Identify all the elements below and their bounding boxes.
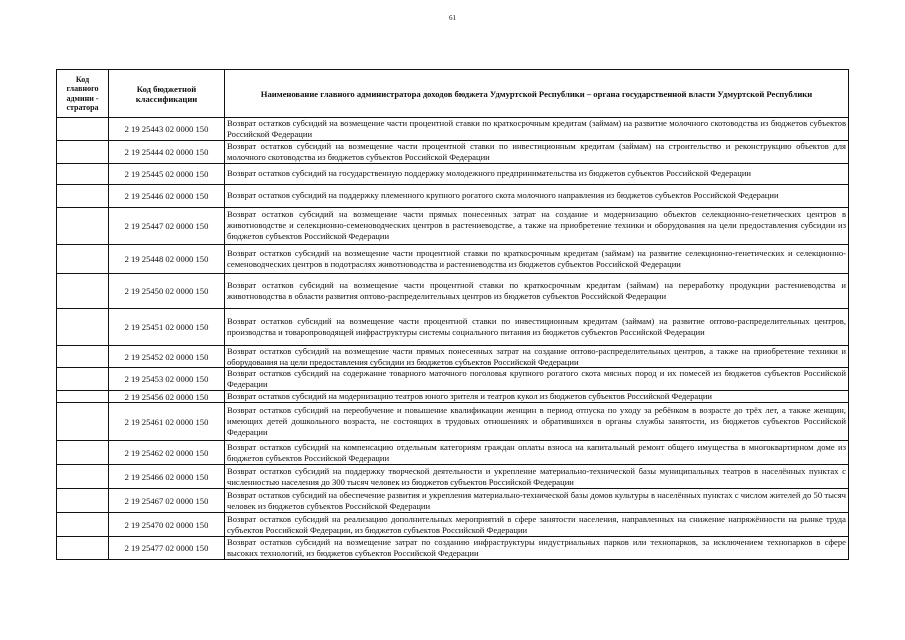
budget-code-cell: 2 19 25466 02 0000 150 <box>109 465 225 489</box>
budget-code-cell: 2 19 25447 02 0000 150 <box>109 207 225 244</box>
revenue-name-cell: Возврат остатков субсидий на обеспечение развития и укрепления материально-технической базы домов культуры в населённых пунктах с числом жителей до 50 тысяч человек из бюджетов субъектов Российской Федерации <box>225 489 849 513</box>
budget-code-cell: 2 19 25451 02 0000 150 <box>109 308 225 345</box>
revenue-name-cell: Возврат остатков субсидий на компенсацию отдельным категориям граждан оплаты взноса на капитальный ремонт общего имущества в многоквартирном доме из бюджетов субъектов Российской Федерации <box>225 441 849 465</box>
header-budget-code: Код бюджетной классификации <box>109 70 225 118</box>
table-row <box>57 345 849 368</box>
budget-code-cell: 2 19 25445 02 0000 150 <box>109 163 225 184</box>
revenue-name-cell: Возврат остатков субсидий на возмещение части процентной ставки по краткосрочным кредитам (займам) на развитие селекционно-генетических и селекционно-семеноводческих центров в подотраслях животноводства и растениеводства из бюджетов субъектов Российской Федерации <box>225 244 849 273</box>
table-row <box>57 441 849 465</box>
budget-code-cell: 2 19 25456 02 0000 150 <box>109 391 225 403</box>
admin-code-cell <box>57 537 109 560</box>
header-admin-name: Наименование главного администратора доходов бюджета Удмуртской Республики – органа государственной власти Удмуртской Республики <box>225 70 849 118</box>
revenue-name-cell: Возврат остатков субсидий на возмещение части процентной ставки по краткосрочным кредитам (займам) на переработку продукции растениеводства и животноводства в области развития оптово-распределительных центров из бюджетов субъектов Российской Федерации <box>225 273 849 308</box>
admin-code-cell <box>57 273 109 308</box>
table-row <box>57 273 849 308</box>
table-row <box>57 465 849 489</box>
admin-code-cell <box>57 513 109 537</box>
revenue-name-cell: Возврат остатков субсидий на содержание товарного маточного поголовья крупного рогатого скота мясных пород и их помесей из бюджетов субъектов Российской Федерации <box>225 368 849 391</box>
budget-code-cell: 2 19 25446 02 0000 150 <box>109 184 225 207</box>
revenue-classification-table <box>56 69 849 560</box>
admin-code-cell <box>57 207 109 244</box>
budget-code-cell: 2 19 25443 02 0000 150 <box>109 118 225 141</box>
table-row <box>57 513 849 537</box>
table-row <box>57 140 849 163</box>
budget-code-cell: 2 19 25467 02 0000 150 <box>109 489 225 513</box>
budget-code-cell: 2 19 25453 02 0000 150 <box>109 368 225 391</box>
revenue-name-cell: Возврат остатков субсидий на модернизацию театров юного зрителя и театров кукол из бюджетов субъектов Российской Федерации <box>225 391 849 403</box>
revenue-name-cell: Возврат остатков субсидий на государственную поддержку молодежного предпринимательства из бюджетов субъектов Российской Федерации <box>225 163 849 184</box>
page-number: 61 <box>449 14 456 22</box>
budget-code-cell: 2 19 25462 02 0000 150 <box>109 441 225 465</box>
revenue-name-cell: Возврат остатков субсидий на поддержку творческой деятельности и укрепление материально-технической базы муниципальных театров в населённых пунктах с численностью населения до 300 тысяч человек из бюджетов субъектов Российской Федерации <box>225 465 849 489</box>
admin-code-cell <box>57 140 109 163</box>
table-row <box>57 244 849 273</box>
budget-code-cell: 2 19 25448 02 0000 150 <box>109 244 225 273</box>
admin-code-cell <box>57 391 109 403</box>
admin-code-cell <box>57 489 109 513</box>
admin-code-cell <box>57 368 109 391</box>
admin-code-cell <box>57 308 109 345</box>
table-body <box>57 118 849 560</box>
budget-code-cell: 2 19 25470 02 0000 150 <box>109 513 225 537</box>
revenue-name-cell: Возврат остатков субсидий на возмещение затрат по созданию инфраструктуры индустриальных парков или технопарков, за исключением технопарков в сфере высоких технологий, из бюджетов субъектов Российской Федерации <box>225 537 849 560</box>
revenue-name-cell: Возврат остатков субсидий на возмещение части процентной ставки по инвестиционным кредитам (займам) на развитие оптово-распределительных центров, производства и товаропроводящей инфраструктуры системы социального питания из бюджетов субъектов Российской Федерации <box>225 308 849 345</box>
admin-code-cell <box>57 184 109 207</box>
table-row <box>57 163 849 184</box>
revenue-name-cell: Возврат остатков субсидий на реализацию дополнительных мероприятий в сфере занятости населения, направленных на снижение напряжённости на рынке труда субъектов Российской Федерации, из бюджетов субъектов Российской Федерации <box>225 513 849 537</box>
budget-code-cell: 2 19 25444 02 0000 150 <box>109 140 225 163</box>
table-row <box>57 403 849 441</box>
revenue-name-cell: Возврат остатков субсидий на возмещение части процентной ставки по инвестиционным кредитам (займам) на строительство и реконструкцию объектов для молочного скотоводства из бюджетов субъектов Российской Федерации <box>225 140 849 163</box>
budget-code-cell: 2 19 25461 02 0000 150 <box>109 403 225 441</box>
budget-code-cell: 2 19 25452 02 0000 150 <box>109 345 225 368</box>
admin-code-cell <box>57 465 109 489</box>
table-row <box>57 184 849 207</box>
header-admin-code: Код главного админи - стратора <box>57 70 109 118</box>
table-row <box>57 489 849 513</box>
table-row <box>57 537 849 560</box>
table-row <box>57 207 849 244</box>
revenue-name-cell: Возврат остатков субсидий на возмещение части прямых понесенных затрат на создание оптово-распределительных центров, а также на приобретение техники и оборудования на цели предоставления субсидии из бюджетов субъектов Российской Федерации <box>225 345 849 368</box>
revenue-name-cell: Возврат остатков субсидий на переобучение и повышение квалификации женщин в период отпуска по уходу за ребёнком в возрасте до трёх лет, а также женщин, имеющих детей дошкольного возраста, не состоящих в трудовых отношениях и обратившихся в органы службы занятости, из бюджетов субъектов Российской Федерации <box>225 403 849 441</box>
admin-code-cell <box>57 345 109 368</box>
budget-code-cell: 2 19 25450 02 0000 150 <box>109 273 225 308</box>
admin-code-cell <box>57 118 109 141</box>
revenue-name-cell: Возврат остатков субсидий на поддержку племенного крупного рогатого скота молочного направления из бюджетов субъектов Российской Федерации <box>225 184 849 207</box>
table-header-row <box>57 70 849 118</box>
budget-code-cell: 2 19 25477 02 0000 150 <box>109 537 225 560</box>
admin-code-cell <box>57 163 109 184</box>
table-row <box>57 118 849 141</box>
admin-code-cell <box>57 441 109 465</box>
table-row <box>57 308 849 345</box>
table-row <box>57 368 849 391</box>
revenue-name-cell: Возврат остатков субсидий на возмещение части прямых понесенных затрат на создание и модернизацию объектов селекционно-генетических центров в животноводстве и селекционно-семеноводческих центров в растениеводстве, а также на приобретение техники и оборудования на цели предоставления субсидии из бюджетов субъектов Российской Федерации <box>225 207 849 244</box>
table-row <box>57 391 849 403</box>
admin-code-cell <box>57 244 109 273</box>
admin-code-cell <box>57 403 109 441</box>
revenue-name-cell: Возврат остатков субсидий на возмещение части процентной ставки по краткосрочным кредитам (займам) на развитие молочного скотоводства из бюджетов субъектов Российской Федерации <box>225 118 849 141</box>
